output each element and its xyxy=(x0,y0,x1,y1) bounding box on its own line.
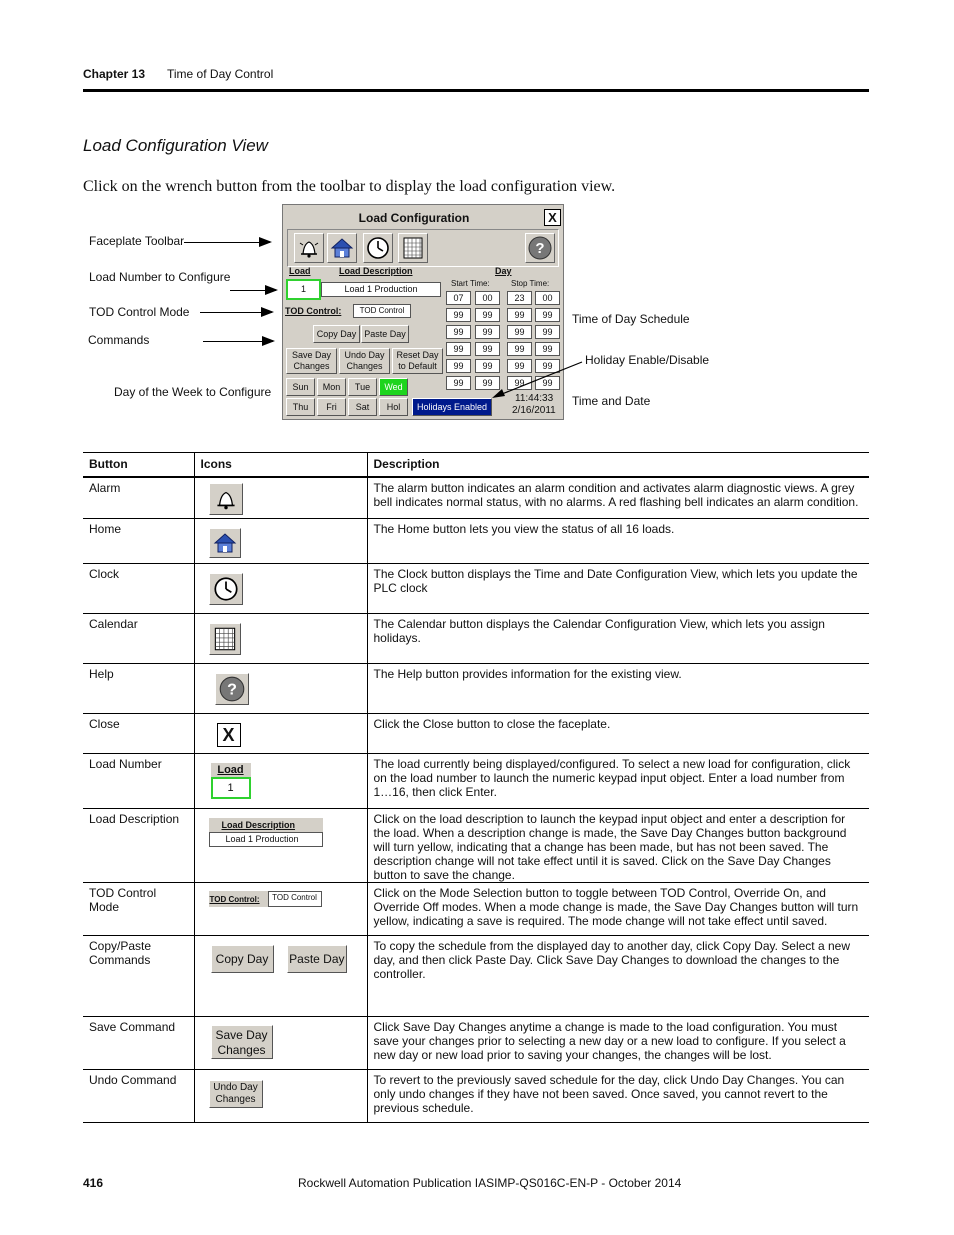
load-icon xyxy=(211,763,251,799)
annotation-toolbar: Faceplate Toolbar xyxy=(89,234,185,248)
cell-button: Load Number xyxy=(83,754,194,809)
cell-description: Click Save Day Changes anytime a change is made to the load configuration. You must save your changes prior to selecting a new day or a new load to configure. If you select a new day or new load prior to saving your changes, the changes will be lost. xyxy=(367,1017,869,1070)
clock-time: 11:44:33 xyxy=(515,393,554,404)
schedule-cell[interactable]: 99 xyxy=(475,325,500,339)
schedule-cell[interactable]: 99 xyxy=(507,359,532,373)
arrow-toolbar xyxy=(184,242,270,243)
load-icon-number: 1 xyxy=(211,777,251,799)
cell-icon xyxy=(194,614,367,664)
stop-time-label: Stop Time: xyxy=(511,279,550,288)
day-button-sun[interactable]: Sun xyxy=(286,378,315,396)
clock-icon xyxy=(209,573,243,605)
undo-icon-line-2: Changes xyxy=(215,1094,256,1105)
tod-icon-value: TOD Control xyxy=(268,891,322,907)
load-number-input[interactable]: 1 xyxy=(286,279,321,300)
save-day-changes-button[interactable] xyxy=(286,348,337,374)
load-label: Load xyxy=(289,266,311,276)
undo-day-changes-button[interactable] xyxy=(339,348,390,374)
day-button-mon[interactable]: Mon xyxy=(317,378,346,396)
calendar-icon xyxy=(209,623,241,655)
paste-day-icon: Paste Day xyxy=(287,945,347,973)
table-row xyxy=(83,809,869,883)
schedule-cell[interactable]: 99 xyxy=(475,359,500,373)
cell-icon xyxy=(194,664,367,714)
schedule-cell[interactable]: 00 xyxy=(535,291,560,305)
header-icons: Icons xyxy=(194,453,367,478)
annotation-time-date: Time and Date xyxy=(572,394,651,408)
intro-text: Click on the wrench button from the toolbar to display the load configuration view. xyxy=(83,178,616,195)
faceplate-toolbar xyxy=(287,229,559,267)
alarm-button[interactable] xyxy=(294,233,324,263)
cell-description: Click the Close button to close the faceplate. xyxy=(367,714,869,754)
schedule-cell[interactable]: 99 xyxy=(475,308,500,322)
schedule-cell[interactable]: 99 xyxy=(446,376,471,390)
reset-label-1: Reset Day xyxy=(396,350,439,360)
day-label: Day xyxy=(495,266,512,276)
save-label-2: Changes xyxy=(293,361,330,371)
table-row xyxy=(83,883,869,936)
schedule-cell[interactable]: 99 xyxy=(475,376,500,390)
save-day-changes-icon xyxy=(211,1025,273,1059)
cell-description: The alarm button indicates an alarm condition and activates alarm diagnostic views. A grey bell indicates normal status, with no alarms. A red flashing bell indicates an alarm condition. xyxy=(367,477,869,519)
faceplate-titlebar xyxy=(284,206,562,228)
arrow-tod-mode xyxy=(200,312,272,313)
page-header xyxy=(83,66,869,92)
cell-description: The Calendar button displays the Calendar Configuration View, which lets you assign holidays. xyxy=(367,614,869,664)
cell-button: Copy/Paste Commands xyxy=(83,936,194,1017)
schedule-cell[interactable]: 99 xyxy=(446,342,471,356)
cell-button: Load Description xyxy=(83,809,194,883)
day-button-sat[interactable]: Sat xyxy=(348,398,377,416)
calendar-icon xyxy=(399,234,427,262)
day-button-thu[interactable]: Thu xyxy=(286,398,315,416)
schedule-cell[interactable]: 99 xyxy=(446,325,471,339)
cell-button: Help xyxy=(83,664,194,714)
svg-text:?: ? xyxy=(535,240,545,257)
schedule-cell[interactable]: 99 xyxy=(535,359,560,373)
tod-icon-label: TOD Control: xyxy=(209,895,260,904)
home-icon xyxy=(328,234,356,262)
help-icon xyxy=(215,673,249,705)
table-row xyxy=(83,936,869,1017)
reset-day-button[interactable] xyxy=(392,348,443,374)
schedule-cell[interactable]: 99 xyxy=(507,325,532,339)
faceplate-title: Load Configuration xyxy=(358,211,470,225)
schedule-cell[interactable]: 99 xyxy=(446,308,471,322)
tod-control-icon xyxy=(209,891,322,907)
schedule-cell[interactable]: 99 xyxy=(535,308,560,322)
section-title: Load Configuration View xyxy=(83,136,268,155)
publication-info: Rockwell Automation Publication IASIMP-QS016C-EN-P - October 2014 xyxy=(298,1176,682,1190)
cell-description: The load currently being displayed/configured. To select a new load for configuration, click on the load number to launch the numeric keypad input object. Enter a load number from 1…16, then click Enter. xyxy=(367,754,869,809)
save-label-1: Save Day xyxy=(291,350,332,360)
cell-button: Close xyxy=(83,714,194,754)
schedule-cell[interactable]: 99 xyxy=(507,308,532,322)
svg-text:?: ? xyxy=(226,680,237,699)
cell-button: Alarm xyxy=(83,477,194,519)
cell-icon xyxy=(194,1017,367,1070)
desc-icon-label: Load Description xyxy=(221,820,296,830)
arrow-commands xyxy=(203,341,273,342)
schedule-cell[interactable]: 99 xyxy=(535,342,560,356)
annotation-day-of-week: Day of the Week to Configure xyxy=(114,385,272,399)
clock-icon xyxy=(364,234,392,262)
cell-button: Home xyxy=(83,519,194,564)
home-icon xyxy=(209,528,241,558)
button-reference-table xyxy=(83,452,869,1123)
reset-label-2: to Default xyxy=(398,361,437,371)
schedule-cell[interactable]: 07 xyxy=(446,291,471,305)
schedule-cell[interactable]: 23 xyxy=(507,291,532,305)
clock-button[interactable] xyxy=(363,233,393,263)
header-description: Description xyxy=(367,453,869,478)
day-button-fri[interactable]: Fri xyxy=(317,398,346,416)
undo-icon-line-1: Undo Day xyxy=(213,1082,258,1093)
bell-icon xyxy=(295,234,323,262)
table-row xyxy=(83,614,869,664)
calendar-button[interactable] xyxy=(398,233,428,263)
cell-button: Clock xyxy=(83,564,194,614)
home-button[interactable] xyxy=(327,233,357,263)
cell-description: The Home button lets you view the status of all 16 loads. xyxy=(367,519,869,564)
paste-day-button[interactable]: Paste Day xyxy=(361,325,409,343)
table-row xyxy=(83,519,869,564)
table-row xyxy=(83,564,869,614)
help-icon xyxy=(526,234,554,262)
annotation-commands: Commands xyxy=(88,333,150,347)
copy-day-icon: Copy Day xyxy=(211,945,274,973)
table-header-row xyxy=(83,453,869,478)
page-number: 416 xyxy=(83,1176,104,1190)
table-row xyxy=(83,714,869,754)
schedule-cell[interactable]: 99 xyxy=(475,342,500,356)
tod-control-mode-button[interactable]: TOD Control xyxy=(353,304,411,318)
cell-button: Calendar xyxy=(83,614,194,664)
cell-icon xyxy=(194,809,367,883)
bell-icon xyxy=(209,483,243,515)
help-button[interactable] xyxy=(525,233,555,263)
day-button-tue[interactable]: Tue xyxy=(348,378,377,396)
schedule-cell[interactable]: 99 xyxy=(507,342,532,356)
day-button-wed[interactable]: Wed xyxy=(379,378,408,396)
undo-day-changes-icon xyxy=(209,1080,263,1108)
cell-icon xyxy=(194,936,367,1017)
load-description-icon xyxy=(209,818,323,847)
cell-description: To revert to the previously saved schedule for the day, click Undo Day Changes. You can only undo changes if they have not been saved. Once saved, you cannot revert to the previous schedule. xyxy=(367,1070,869,1123)
cell-icon xyxy=(194,883,367,936)
schedule-cell[interactable]: 99 xyxy=(535,325,560,339)
cell-description: Click on the load description to launch the keypad input object and enter a description for the load. When a description change is made, the Save Day Changes button background will turn yellow, indicating that a change has been made, but has not been saved. The description change will not take effect until it is saved. Click on the Save Day Changes button to save the change. xyxy=(367,809,869,883)
cell-icon xyxy=(194,754,367,809)
save-icon-line-1: Save Day xyxy=(215,1028,268,1042)
schedule-cell[interactable]: 99 xyxy=(507,376,532,390)
desc-icon-value: Load 1 Production xyxy=(209,832,323,847)
tod-control-label: TOD Control: xyxy=(285,306,342,316)
start-time-label: Start Time: xyxy=(451,279,490,288)
cell-button: TOD Control Mode xyxy=(83,883,194,936)
cell-description: The Clock button displays the Time and Date Configuration View, which lets you update the PLC clock xyxy=(367,564,869,614)
table-row xyxy=(83,477,869,519)
schedule-cell[interactable]: 00 xyxy=(475,291,500,305)
cell-icon xyxy=(194,714,367,754)
cell-icon xyxy=(194,564,367,614)
table-row xyxy=(83,754,869,809)
chapter-title: Time of Day Control xyxy=(167,67,274,81)
schedule-cell[interactable]: 99 xyxy=(535,376,560,390)
cell-description: To copy the schedule from the displayed day to another day, click Copy Day. Select a new day, and then click Paste Day. Click Save Day Changes to download the changes to the controller. xyxy=(367,936,869,1017)
table-row xyxy=(83,1070,869,1123)
close-icon: X xyxy=(217,723,241,747)
day-button-hol[interactable]: Hol xyxy=(379,398,408,416)
undo-label-2: Changes xyxy=(346,361,383,371)
save-icon-line-2: Changes xyxy=(217,1043,266,1057)
header-button: Button xyxy=(83,453,194,478)
annotation-holiday: Holiday Enable/Disable xyxy=(585,353,710,367)
cell-description: The Help button provides information for the existing view. xyxy=(367,664,869,714)
arrow-holiday xyxy=(488,360,584,402)
load-icon-label: Load xyxy=(217,764,244,776)
cell-button: Undo Command xyxy=(83,1070,194,1123)
table-row xyxy=(83,1017,869,1070)
cell-button: Save Command xyxy=(83,1017,194,1070)
annotation-schedule: Time of Day Schedule xyxy=(572,312,690,326)
arrow-load-number xyxy=(230,290,276,291)
holidays-enabled-button[interactable]: Holidays Enabled xyxy=(412,398,492,416)
chapter-number: Chapter 13 xyxy=(83,67,146,81)
load-description-input[interactable]: Load 1 Production xyxy=(321,282,441,297)
copy-day-button[interactable]: Copy Day xyxy=(313,325,360,343)
cell-description: Click on the Mode Selection button to toggle between TOD Control, Override On, and Override Off modes. When a mode change is made, the Save Day Changes button will turn yellow, indicating a save is required. The mode change will not take effect until saved. xyxy=(367,883,869,936)
cell-icon xyxy=(194,1070,367,1123)
annotation-tod-mode: TOD Control Mode xyxy=(89,305,190,319)
table-row xyxy=(83,664,869,714)
cell-icon xyxy=(194,477,367,519)
undo-label-1: Undo Day xyxy=(344,350,385,360)
load-description-label: Load Description xyxy=(339,266,413,276)
cell-icon xyxy=(194,519,367,564)
annotation-load-number: Load Number to Configure xyxy=(89,270,231,284)
schedule-cell[interactable]: 99 xyxy=(446,359,471,373)
clock-date: 2/16/2011 xyxy=(512,405,556,416)
close-button[interactable]: X xyxy=(544,209,561,226)
